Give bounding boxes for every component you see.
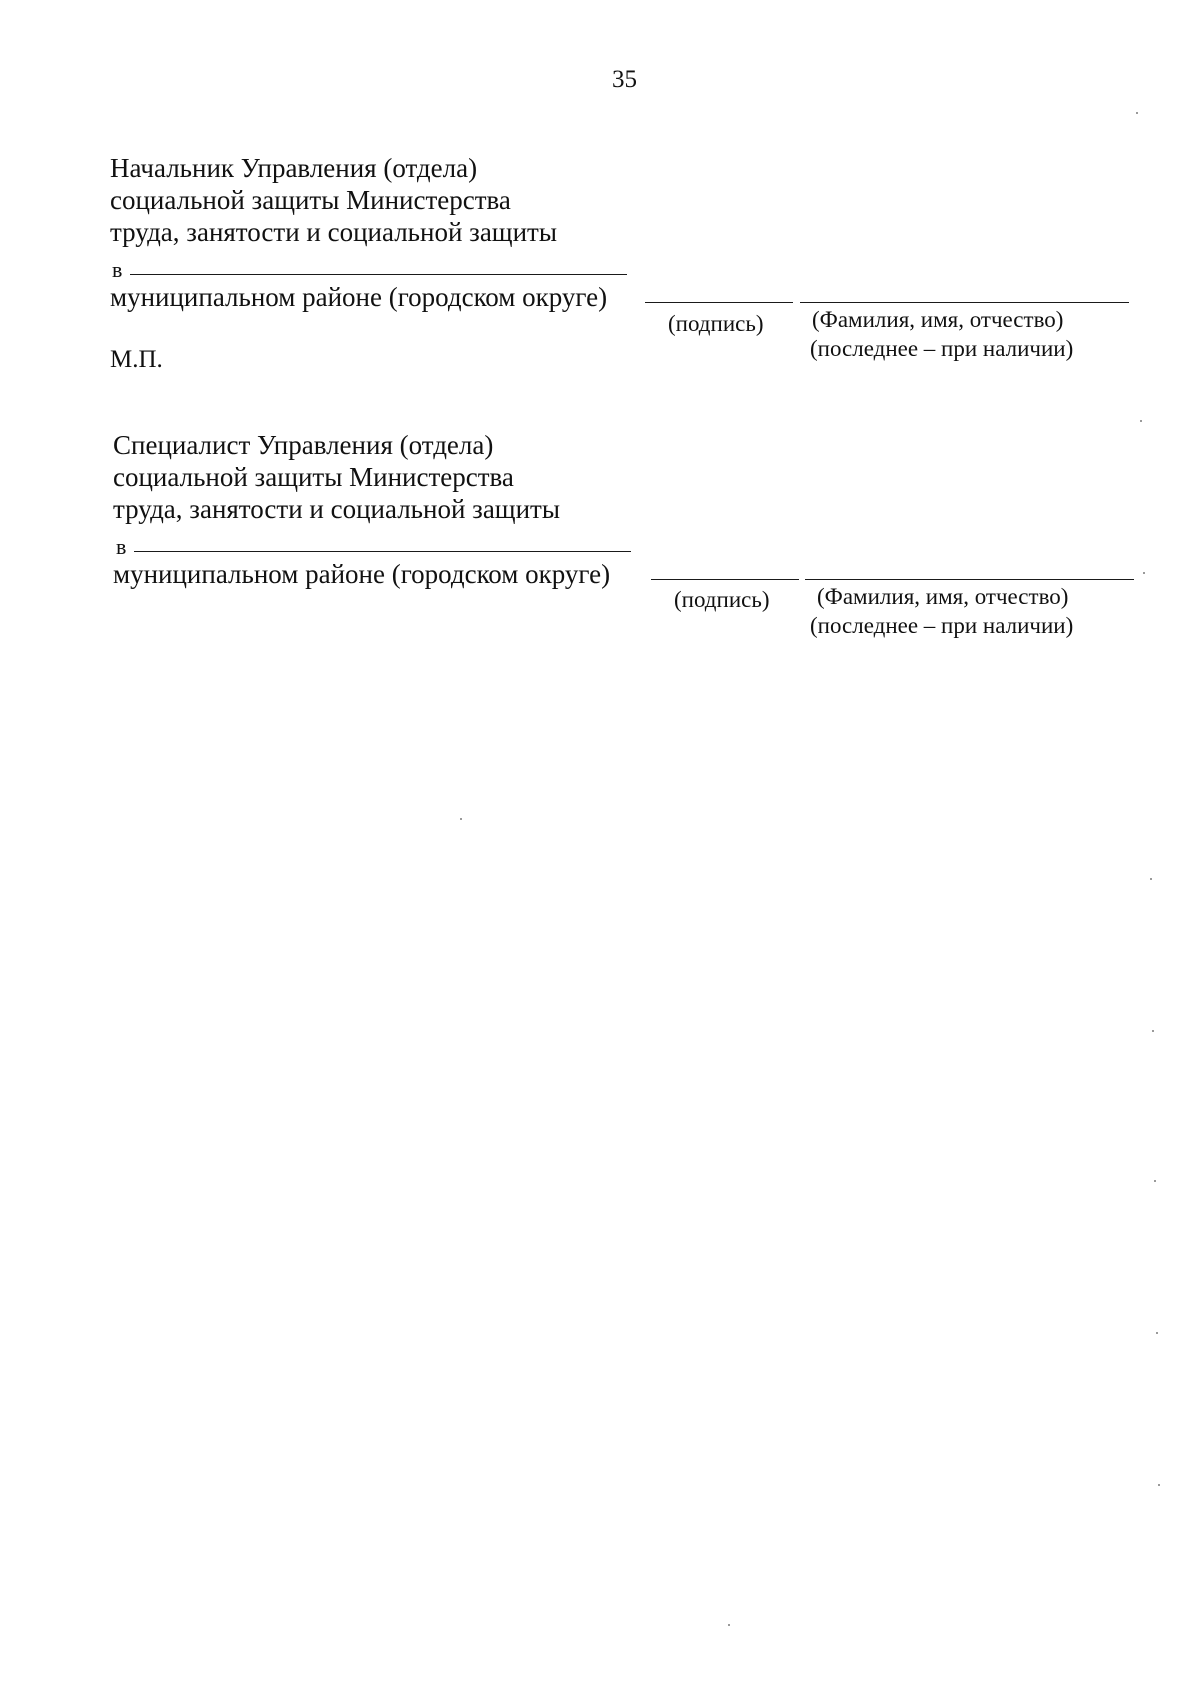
position-title-line-3: труда, занятости и социальной защиты [113, 494, 560, 524]
position-title-line-2: социальной защиты Министерства [110, 185, 511, 215]
full-name-field [805, 579, 1134, 580]
scan-speck [1152, 1030, 1154, 1032]
full-name-field [800, 302, 1129, 303]
signature-field [651, 579, 799, 580]
scan-speck [1150, 878, 1152, 880]
scan-speck [1156, 1332, 1158, 1334]
scan-speck [1158, 1484, 1160, 1486]
page-number: 35 [612, 66, 637, 93]
signature-caption: (подпись) [668, 311, 764, 336]
stamp-place-label: М.П. [110, 346, 163, 373]
district-name-field [134, 551, 631, 552]
position-title-line-1: Начальник Управления (отдела) [110, 153, 478, 183]
scan-speck [1143, 572, 1145, 574]
district-line: муниципальном районе (городском округе) [110, 282, 608, 312]
full-name-caption-note: (последнее – при наличии) [810, 336, 1074, 361]
in-letter: в [116, 534, 127, 559]
scan-speck [460, 818, 462, 820]
full-name-caption-note: (последнее – при наличии) [810, 613, 1074, 638]
signature-field [645, 302, 793, 303]
scan-speck [1154, 1180, 1156, 1182]
scan-speck [1140, 420, 1142, 422]
scan-speck [1136, 112, 1138, 114]
district-name-field [130, 274, 627, 275]
full-name-caption: (Фамилия, имя, отчество) [817, 584, 1069, 609]
position-title-line-1: Специалист Управления (отдела) [113, 430, 494, 460]
signature-caption: (подпись) [674, 587, 770, 612]
district-line: муниципальном районе (городском округе) [113, 559, 611, 589]
in-letter: в [112, 257, 123, 282]
scan-speck [728, 1624, 730, 1626]
position-title-line-3: труда, занятости и социальной защиты [110, 217, 557, 247]
full-name-caption: (Фамилия, имя, отчество) [812, 307, 1064, 332]
position-title-line-2: социальной защиты Министерства [113, 462, 514, 492]
